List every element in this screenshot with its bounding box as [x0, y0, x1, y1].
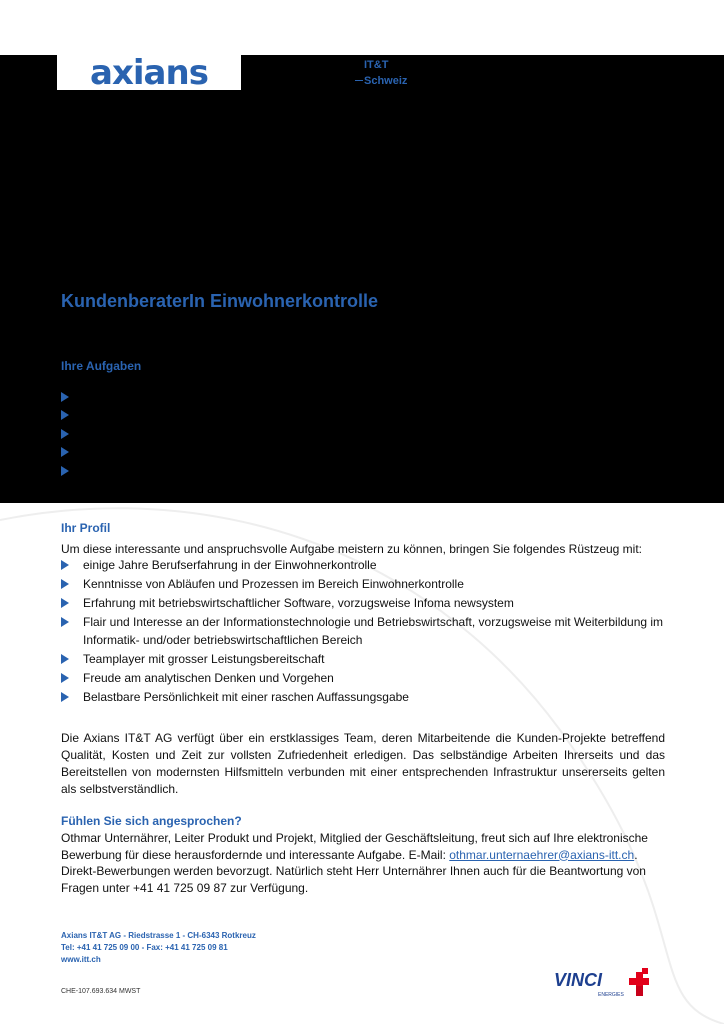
- task-bullet-icon: [61, 410, 69, 420]
- contact-paragraph: [61, 830, 665, 896]
- vinci-cross-icon: [629, 968, 649, 996]
- job-title: KundenberaterIn Einwohnerkontrolle: [61, 291, 379, 311]
- profile-list: [61, 556, 671, 707]
- bullet-arrow-icon: [61, 617, 69, 627]
- bullet-arrow-icon: [61, 654, 69, 664]
- brand-line-itt: IT&T: [364, 59, 389, 71]
- task-bullet-icon: [61, 429, 69, 439]
- footer-address-block: [61, 930, 256, 966]
- task-bullet-icon: [61, 447, 69, 457]
- bullet-arrow-icon: [61, 692, 69, 702]
- brand-underscore: [355, 80, 363, 81]
- brand-line-schweiz: Schweiz: [364, 75, 408, 87]
- bullet-arrow-icon: [61, 598, 69, 608]
- footer-phone-fax: Tel: +41 41 725 09 00 - Fax: +41 41 725 09 81: [61, 943, 228, 952]
- bullet-arrow-icon: [61, 673, 69, 683]
- task-bullet-icon: [61, 392, 69, 402]
- contact-heading: Fühlen Sie sich angesprochen?: [61, 814, 242, 828]
- footer-address: Axians IT&T AG - Riedstrasse 1 - CH-6343 Rotkreuz: [61, 931, 256, 940]
- list-item: Freude am analytischen Denken und Vorgehen: [61, 669, 671, 687]
- bullet-arrow-icon: [61, 560, 69, 570]
- company-paragraph: Die Axians IT&T AG verfügt über ein erstklassiges Team, deren Mitarbeitende die Kunden-Projekte betreffend Qualität, Kosten und Zeit zur vollsten Zufriedenheit erledigen. Das selbständige Arbeiten Ihrerseits und das Bereitstellen von modernsten Hilfsmitteln verbunden mit einer entsprechenden Infrastruktur unsererseits gelten als selbstverständlich.: [61, 731, 665, 796]
- contact-text: Othmar Unternährer, Leiter Produkt und Projekt, Mitglied der Geschäftsleitung, freut sich auf Ihre elektronische Bewerbung für diese herausfordernde und interessante Aufgabe. E-Mail:: [61, 831, 648, 862]
- list-item: Flair und Interesse an der Informationstechnologie und Betriebswirtschaft, vorzugsweise mit Weiterbildung im Informatik- und/oder betriebswirtschaftlichen Bereich: [61, 613, 671, 649]
- axians-logo-text: axians: [90, 52, 208, 93]
- profile-heading: Ihr Profil: [61, 521, 111, 535]
- header-panel: [0, 52, 724, 503]
- email-link[interactable]: othmar.unternaehrer@axians-itt.ch: [449, 847, 635, 862]
- vinci-logo-subtext: ENERGIES: [598, 992, 624, 998]
- list-item: Kenntnisse von Abläufen und Prozessen im Bereich Einwohnerkontrolle: [61, 575, 671, 593]
- profile-intro: Um diese interessante und anspruchsvolle Aufgabe meistern zu können, bringen Sie folgendes Rüstzeug mit:: [61, 542, 643, 556]
- vat-number: CHE-107.693.634 MWST: [61, 988, 141, 995]
- contact-text-end: . Direkt-Bewerbungen werden bevorzugt. Natürlich steht Herr Unternährer Ihnen auch für die Beantwortung von Fragen unter +41 41 725 09 87 zur Verfügung.: [61, 847, 646, 895]
- list-item: Erfahrung mit betriebswirtschaftlicher Software, vorzugsweise Infoma newsystem: [61, 594, 671, 612]
- vinci-energies-logo: [554, 966, 664, 998]
- task-bullet-icon: [61, 466, 69, 476]
- tasks-heading: Ihre Aufgaben: [61, 359, 142, 373]
- bullet-arrow-icon: [61, 579, 69, 589]
- footer-website[interactable]: www.itt.ch: [61, 955, 101, 964]
- list-item: Belastbare Persönlichkeit mit einer raschen Auffassungsgabe: [61, 688, 671, 706]
- vinci-logo-text: VINCI: [554, 970, 603, 990]
- list-item: einige Jahre Berufserfahrung in der Einwohnerkontrolle: [61, 556, 671, 574]
- list-item: Teamplayer mit grosser Leistungsbereitschaft: [61, 650, 671, 668]
- axians-logo: [57, 52, 241, 93]
